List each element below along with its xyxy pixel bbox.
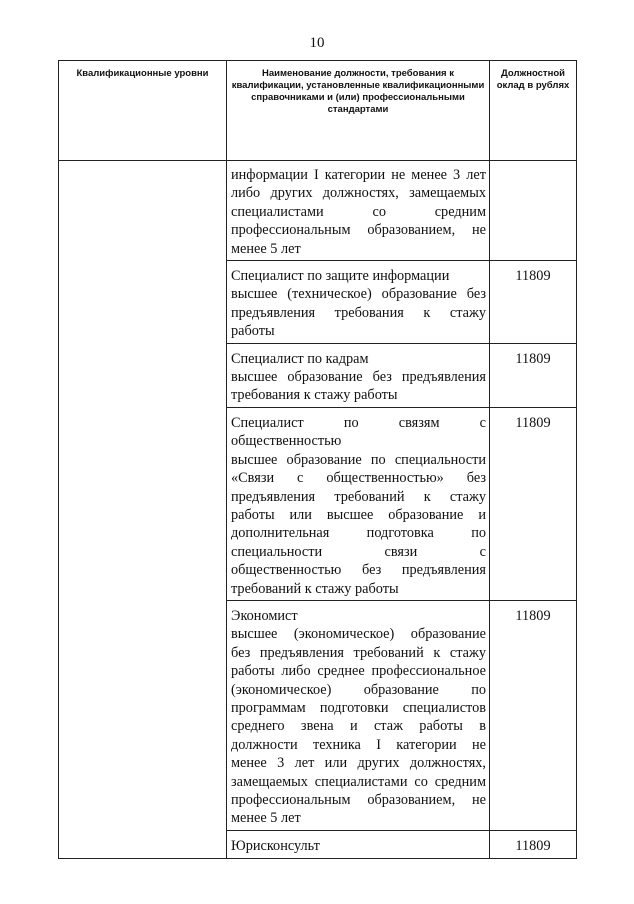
- salary-value: [490, 161, 576, 169]
- salary-cell: [490, 407, 577, 600]
- position-title: Специалист по связям с: [231, 414, 486, 431]
- position-cell: [227, 830, 490, 858]
- salary-value: 11809: [515, 414, 551, 431]
- salary-cell: [490, 161, 577, 261]
- salary-cell: [490, 261, 577, 344]
- position-line: дополнительная подготовка по: [231, 525, 486, 542]
- header-salary: Должностной оклад в рублях: [490, 61, 577, 161]
- position-cell: [227, 343, 490, 407]
- header-position-requirements: Наименование должности, требования к квалификации, установленные квалификационными справочниками и (или) профессиональными стандартами: [227, 61, 490, 161]
- salary-value: 11809: [515, 607, 551, 624]
- position-line: специалистами со средним: [231, 203, 486, 220]
- salary-cell: [490, 343, 577, 407]
- position-cell: [227, 407, 490, 600]
- position-line: специальности связи с: [231, 543, 486, 560]
- table-header-row: [59, 61, 577, 161]
- position-line: требования к стажу работы: [231, 387, 398, 404]
- position-line: информации I категории не менее 3 лет: [231, 167, 486, 183]
- position-cell: [227, 261, 490, 344]
- position-title: Специалист по кадрам: [231, 350, 369, 367]
- position-line: предъявления требований к стажу: [231, 488, 486, 505]
- position-line: общественностью: [231, 433, 342, 450]
- position-line: работы: [231, 323, 275, 340]
- position-title: Юрисконсульт: [231, 837, 320, 854]
- position-cell: [227, 600, 490, 830]
- salary-value: 11809: [515, 268, 551, 285]
- salary-value: 11809: [515, 837, 551, 854]
- position-line: высшее (техническое) образование без: [231, 286, 486, 303]
- position-line: профессиональным образованием, не: [231, 222, 486, 239]
- position-line: профессиональным образованием, не: [231, 792, 486, 808]
- position-line: работы или высшее образование и: [231, 506, 486, 523]
- position-line: должности техника I категории не: [231, 736, 486, 753]
- position-line: высшее образование без предъявления: [231, 369, 486, 386]
- position-line: работы либо среднее профессиональное: [231, 663, 486, 680]
- position-line: программам подготовки специалистов: [231, 699, 486, 716]
- position-title: Специалист по защите информации: [231, 268, 450, 285]
- salary-cell: [490, 600, 577, 830]
- position-line: высшее образование по специальности: [231, 451, 486, 468]
- header-qualification-levels: Квалификационные уровни: [59, 61, 227, 161]
- position-line: требований к стажу работы: [231, 580, 399, 597]
- page-number: 10: [309, 35, 325, 51]
- qualification-level-cell: [59, 161, 227, 859]
- position-line: менее 5 лет: [231, 810, 301, 827]
- position-line: либо других должностях, замещаемых: [231, 185, 486, 202]
- qualification-table: [58, 60, 577, 859]
- position-cell: [227, 161, 490, 261]
- position-line: среднего звена и стаж работы в: [231, 718, 486, 735]
- position-line: (экономическое) образование по: [231, 681, 486, 698]
- position-line: менее 5 лет: [231, 240, 301, 257]
- position-line: предъявления требования к стажу: [231, 304, 486, 321]
- salary-cell: [490, 830, 577, 858]
- position-line: высшее (экономическое) образование: [231, 626, 486, 643]
- position-line: менее 3 лет или других должностях,: [231, 755, 486, 772]
- salary-value: 11809: [515, 350, 551, 367]
- position-line: замещаемых специалистами со средним: [231, 773, 486, 790]
- position-line: без предъявления требований к стажу: [231, 644, 486, 661]
- position-line: общественностью без предъявления: [231, 562, 486, 579]
- position-title: Экономист: [231, 607, 298, 624]
- table-row: [59, 161, 577, 261]
- position-line: «Связи с общественностью» без: [231, 470, 486, 487]
